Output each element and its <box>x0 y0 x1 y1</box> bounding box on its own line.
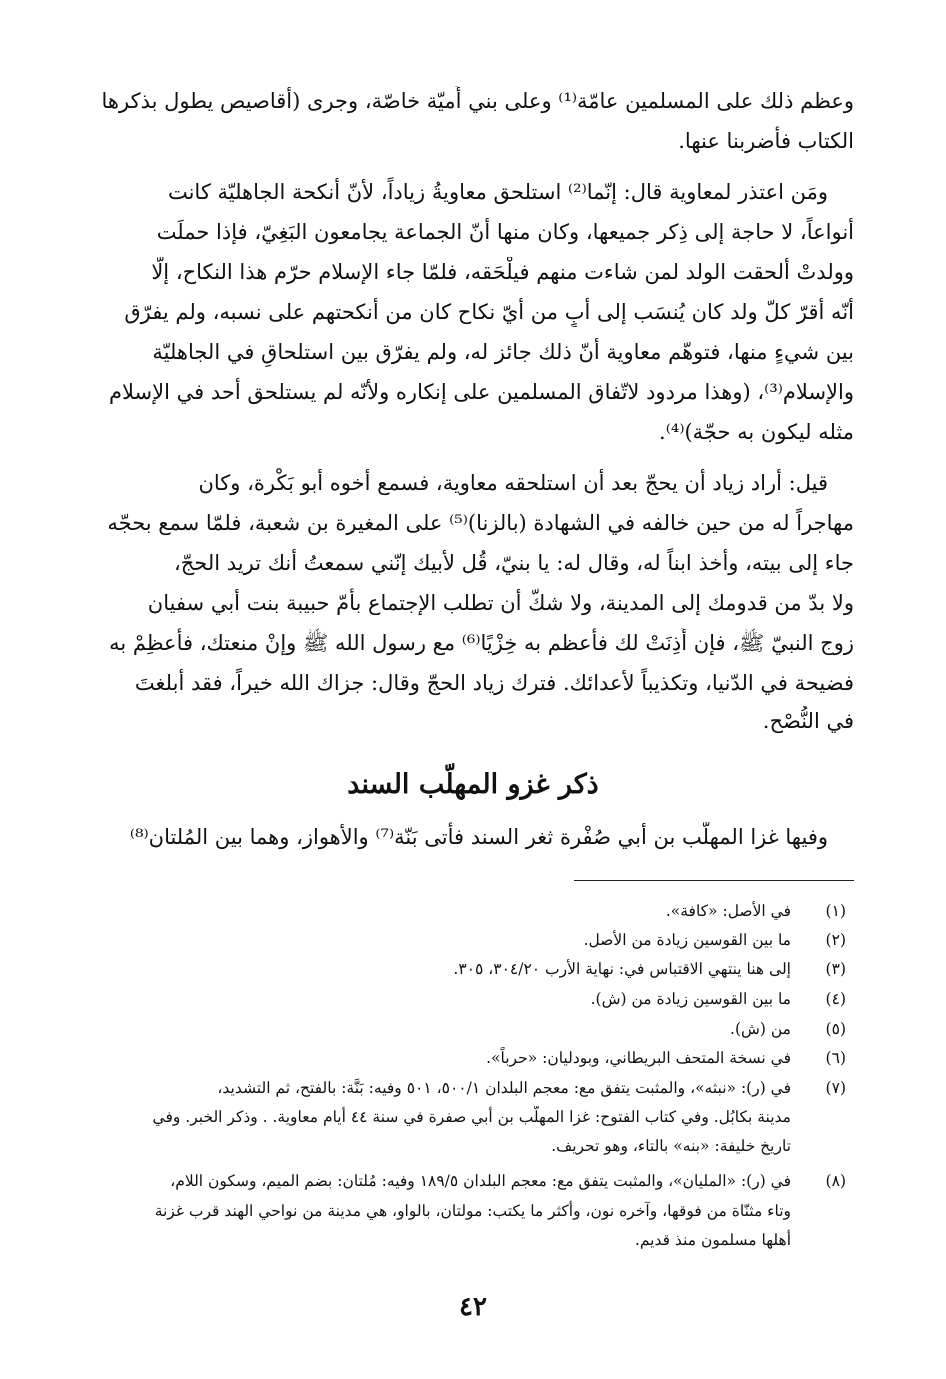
body-line: أنّه أقرّ كلّ ولد كان يُنسَب إلى أبٍ من أيّ نكاح كان من أنكحتهم على نسبه، ولم يفرّق <box>124 300 854 324</box>
footnote-number: (٢) <box>825 931 846 949</box>
footnote-text: ما بين القوسين زيادة من الأصل. <box>583 931 791 949</box>
footnote-number: (٧) <box>825 1079 846 1097</box>
footnote <box>101 988 846 1010</box>
body-line: مهاجراً له من حين خالفه في الشهادة (بالزنا)⁽⁵⁾ على المغيرة بن شعبة، فلمّا سمع بحجّه <box>107 511 854 535</box>
footnote-continuation: مدينة بكابُل. وفي كتاب الفتوح: غزا المهلّب بن أبي صفرة في سنة ٤٤ أيام معاوية. . وذكر الخبر. وفي <box>152 1108 791 1126</box>
footnote-number: (٣) <box>825 960 846 978</box>
footnote <box>101 1047 846 1069</box>
footnote <box>101 929 846 951</box>
body-line: ولا بدّ من قدومك إلى المدينة، ولا شكّ أن تطلب الإجتماع بأمّ حبيبة بنت أبي سفيان <box>147 591 854 615</box>
body-line: الكتاب فأضربنا عنها. <box>678 129 854 153</box>
body-line: وولدتْ ألحقت الولد لمن شاءت منهم فيلْحَقه، فلمّا جاء الإسلام حرّم هذا النكاح، إلّا <box>151 260 854 284</box>
footnote-text: من (ش). <box>730 1020 791 1038</box>
body-line: وعظم ذلك على المسلمين عامّة⁽¹⁾ وعلى بني أُميّة خاصّة، وجرى (أقاصيص يطول بذكرها <box>101 89 854 113</box>
body-line: وفيها غزا المهلّب بن أبي صُفْرة ثغر السند فأتى بَنّة⁽⁷⁾ والأهواز، وهما بين المُلتان⁽⁸⁾ <box>129 825 828 849</box>
footnote <box>101 958 846 980</box>
body-line: أنواعاً، لا حاجة إلى ذِكر جميعها، وكان منها أنّ الجماعة يجامعون البَغِيّ، فإذا حملَت <box>156 220 854 244</box>
footnote-continuation: تاريخ خليفة: «بنه» بالتاء، وهو تحريف. <box>551 1137 791 1155</box>
footnote-continuation: أهلها مسلمون منذ قديم. <box>634 1231 791 1249</box>
footnote-rule <box>574 880 854 881</box>
footnote-number: (٦) <box>825 1049 846 1067</box>
body-line: بين شيءٍ منها، فتوهّم معاوية أنّ ذلك جائز له، ولم يفرّق بين استلحاقٍ في الجاهليّة <box>152 340 854 364</box>
footnote <box>101 1170 846 1192</box>
footnote-number: (٥) <box>825 1020 846 1038</box>
footnote-text: في (ر): «المليان»، والمثبت يتفق مع: معجم البلدان ١٨٩/٥ وفيه: مُلتان: بضم الميم، وسكون اللام، <box>170 1172 791 1190</box>
footnote <box>101 900 846 922</box>
body-line: ومَن اعتذر لمعاوية قال: إنّما⁽²⁾ استلحق معاويةُ زياداً، لأنّ أنكحة الجاهليّة كانت <box>167 180 828 204</box>
footnote <box>101 1018 846 1040</box>
footnote-text: ما بين القوسين زيادة من (ش). <box>590 990 791 1008</box>
body-line: في النُّصْح. <box>762 709 854 733</box>
footnote-number: (٤) <box>825 990 846 1008</box>
footnote <box>101 1077 846 1099</box>
footnote-text: في نسخة المتحف البريطاني، وبودليان: «حرباً». <box>486 1049 791 1067</box>
footnote-text: في (ر): «نبثه»، والمثبت يتفق مع: معجم البلدان ٥٠٠/١، ٥٠١ وفيه: بَنَّة: بالفتح، ثم التشديد، <box>217 1079 791 1097</box>
body-line: قيل: أراد زياد أن يحجّ بعد أن استلحقه معاوية، فسمع أخوه أبو بَكْرة، وكان <box>198 471 828 495</box>
footnote-text: إلى هنا ينتهي الاقتباس في: نهاية الأرب ٣٠٤/٢٠، ٣٠٥. <box>453 960 791 978</box>
section-heading: ذكر غزو المهلّب السند <box>347 769 599 800</box>
footnote-continuation: وتاء مثنّاة من فوقها، وآخره نون، وأكثر ما يكتب: مولتان، بالواو، هي مدينة من نواحي الهند قرب غزنة <box>154 1202 791 1220</box>
body-line: والإسلام⁽³⁾، (وهذا مردود لاتّفاق المسلمين على إنكاره ولأنّه لم يستلحق أحد في الإسلام <box>109 380 854 404</box>
page-number: ٤٢ <box>459 1292 487 1322</box>
footnote-number: (٨) <box>825 1172 846 1190</box>
body-line: زوج النبيّ ﷺ، فإن أَذِنَتْ لك فأعظم به خِزْيًا⁽⁶⁾ مع رسول الله ﷺ وإنْ منعتك، فأعظِمْ به <box>109 631 854 655</box>
footnote-number: (١) <box>825 902 846 920</box>
body-line: جاء إلى بيته، وأخذ ابناً له، وقال له: يا بنيّ، قُل لأبيك إنّني سمعتُ أنك تريد الحجّ، <box>173 551 854 575</box>
footnote-text: في الأصل: «كافة». <box>665 902 791 920</box>
body-line: فضيحة في الدّنيا، وتكذيباً لأعدائك. فترك زياد الحجّ وقال: جزاك الله خيراً، فقد أبلغتَ <box>134 671 854 695</box>
body-line: مثله ليكون به حجّة)⁽⁴⁾. <box>659 420 854 444</box>
